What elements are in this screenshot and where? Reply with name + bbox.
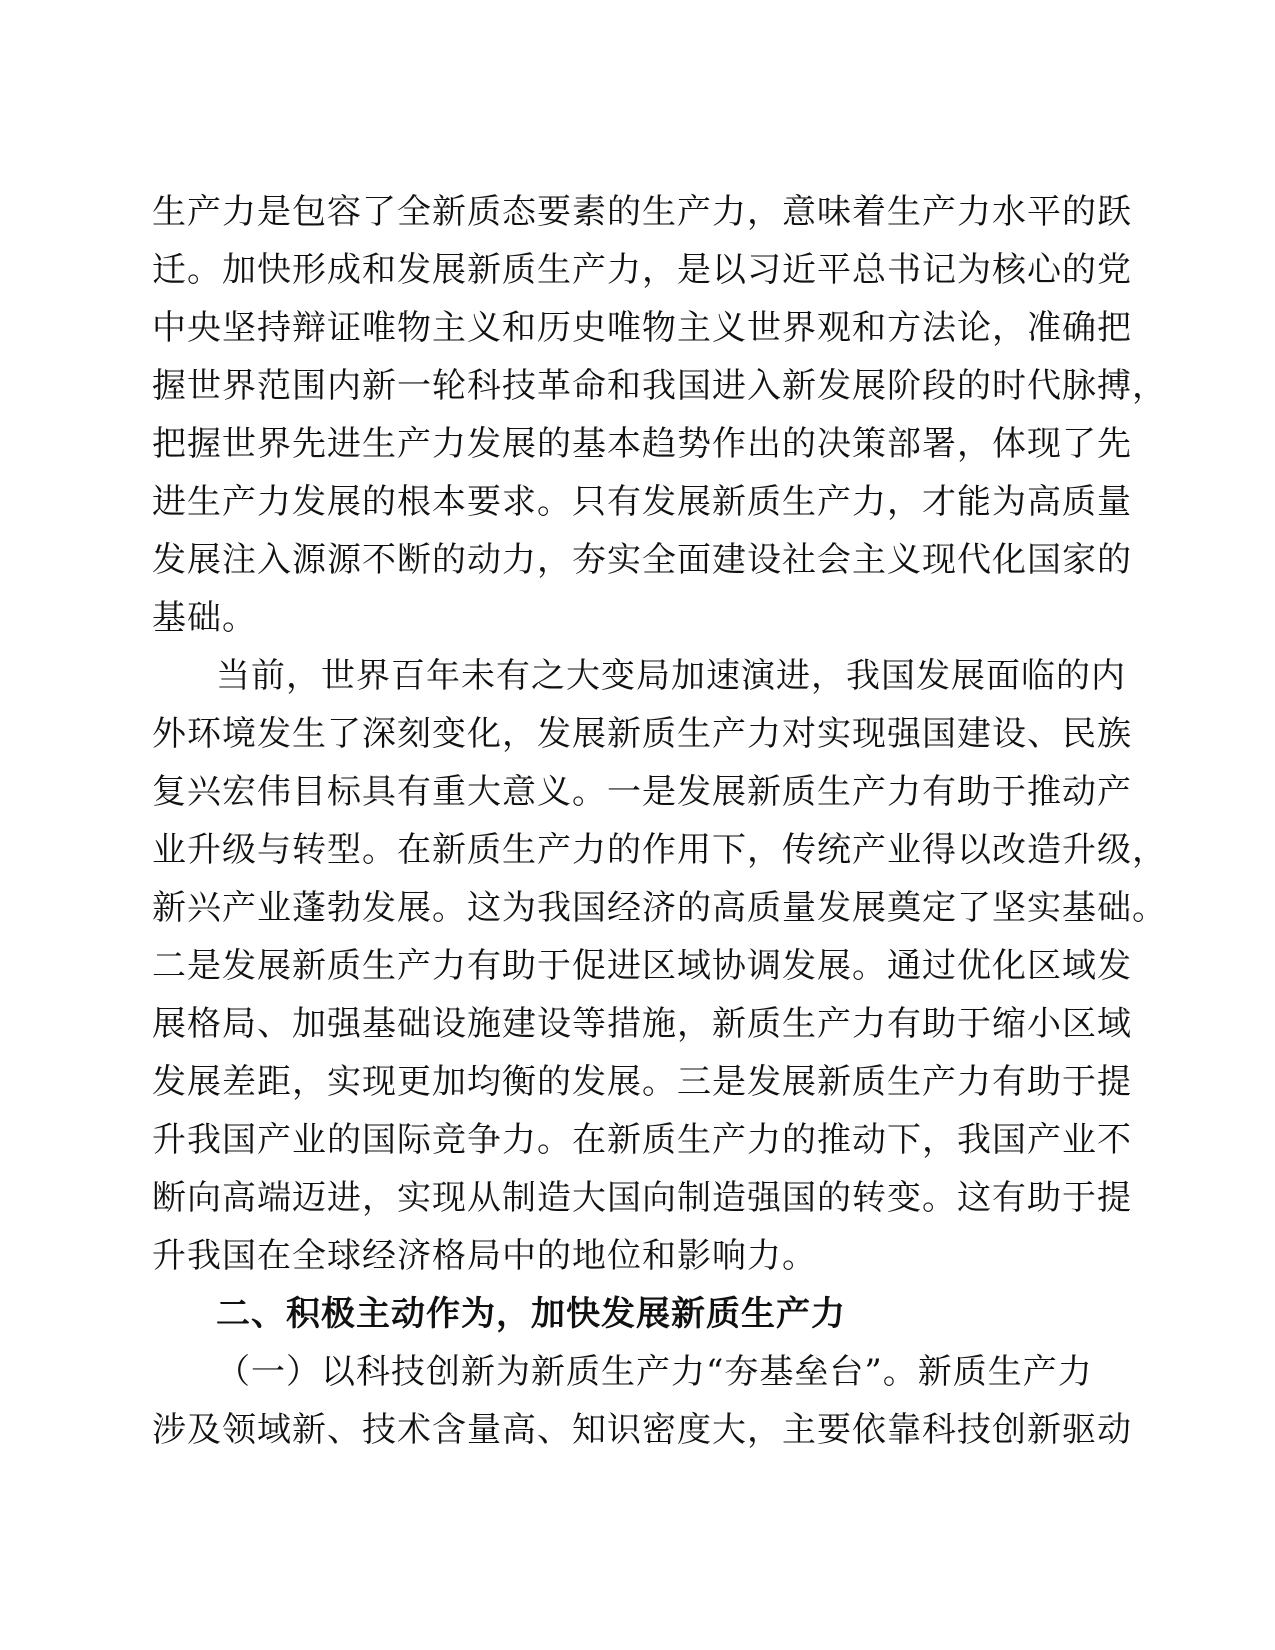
text-line: 基础。 [152,598,257,638]
text-line: 握世界范围内新一轮科技革命和我国进入新发展阶段的时代脉搏， [152,366,1167,406]
text-line: 二是发展新质生产力有助于促进区域协调发展。通过优化区域发 [152,946,1132,986]
text-line: 生产力是包容了全新质态要素的生产力，意味着生产力水平的跃 [152,192,1132,232]
text-line: 发展注入源源不断的动力，夯实全面建设社会主义现代化国家的 [152,540,1132,580]
text-line: 涉及领域新、技术含量高、知识密度大，主要依靠科技创新驱动 [152,1410,1132,1450]
text-line: 中央坚持辩证唯物主义和历史唯物主义世界观和方法论，准确把 [152,308,1132,348]
paragraph-start-line: 当前，世界百年未有之大变局加速演进，我国发展面临的内 [216,656,1126,696]
text-line: 迁。加快形成和发展新质生产力，是以习近平总书记为核心的党 [152,250,1132,290]
text-line: 升我国产业的国际竞争力。在新质生产力的推动下，我国产业不 [152,1120,1132,1160]
text-line: 断向高端迈进，实现从制造大国向制造强国的转变。这有助于提 [152,1178,1132,1218]
text-line: 发展差距，实现更加均衡的发展。三是发展新质生产力有助于提 [152,1062,1132,1102]
text-line: 进生产力发展的根本要求。只有发展新质生产力，才能为高质量 [152,482,1132,522]
text-line: 业升级与转型。在新质生产力的作用下，传统产业得以改造升级， [152,830,1167,870]
section-heading: 二、积极主动作为，加快发展新质生产力 [216,1294,846,1334]
text-line: 外环境发生了深刻变化，发展新质生产力对实现强国建设、民族 [152,714,1132,754]
text-line: 把握世界先进生产力发展的基本趋势作出的决策部署，体现了先 [152,424,1132,464]
text-line: 展格局、加强基础设施建设等措施，新质生产力有助于缩小区域 [152,1004,1132,1044]
body-text [152,183,1167,1459]
text-line: 复兴宏伟目标具有重大意义。一是发展新质生产力有助于推动产 [152,772,1132,812]
subsection-start-line: （一）以科技创新为新质生产力“夯基垒台”。新质生产力 [216,1352,1093,1392]
text-line: 新兴产业蓬勃发展。这为我国经济的高质量发展奠定了坚实基础。 [152,888,1167,928]
text-line: 升我国在全球经济格局中的地位和影响力。 [152,1236,817,1276]
